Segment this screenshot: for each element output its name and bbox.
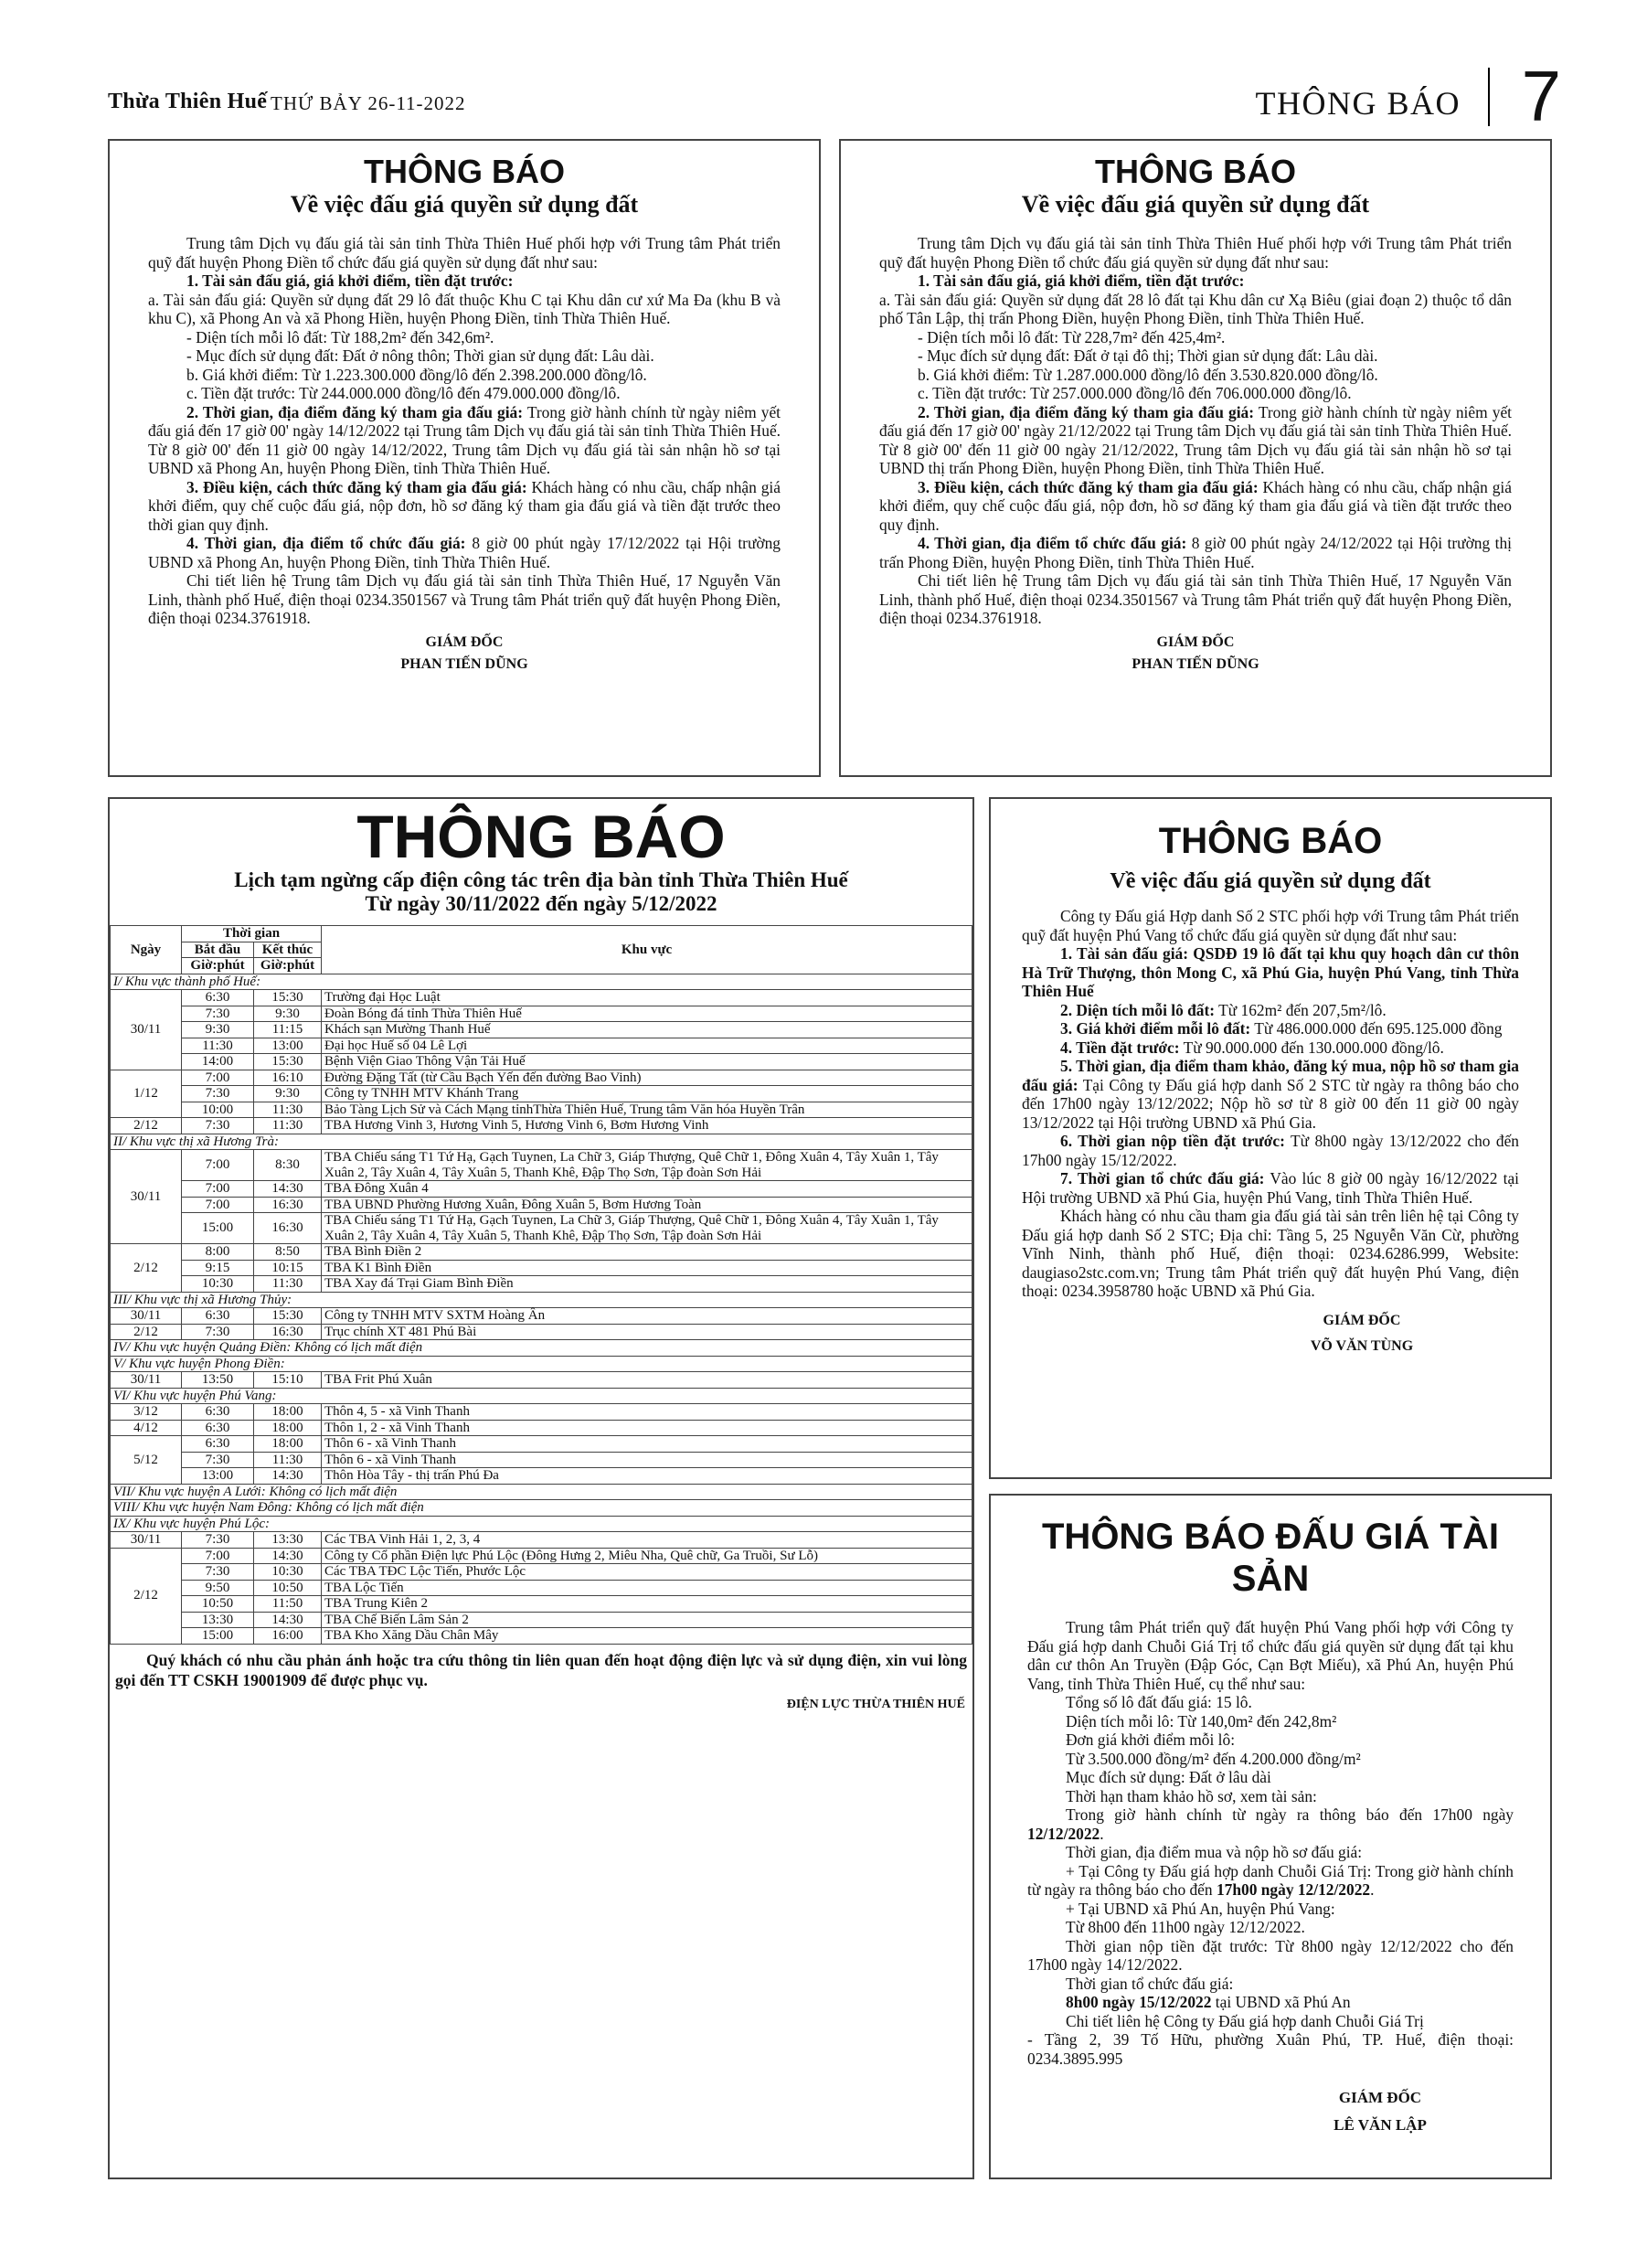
registration-paragraph: 2. Thời gian, địa điểm đăng ký tham gia đấu giá: Trong giờ hành chính từ ngày niêm yết đấu giá đến 17 giờ 00' ngày 14/12/2022 tại Trung tâm Dịch vụ đấu giá tài sản tỉnh Thừa Thiên Huế. Từ 8 giờ 00' đến 11 giờ 00 ngày 14/12/2022, Trung tâm Dịch vụ đấu giá tài sản nhận hồ sơ tại UBND xã Phong An, huyện Phong Điền, tỉnh Thừa Thiên Huế. [148,402,781,477]
schedule-row [111,1372,972,1389]
outage-start: 7:00 [182,1150,254,1181]
outage-end: 15:30 [254,1308,322,1325]
outage-start: 7:30 [182,1564,254,1581]
signer-name: PHAN TIẾN DŨNG [1132,655,1259,672]
signature [879,632,1512,676]
outage-start: 9:30 [182,1022,254,1038]
outage-area: TBA Kho Xăng Dầu Chân Mây [322,1628,972,1645]
header-area: Khu vực [322,926,972,974]
outage-start: 7:30 [182,1532,254,1549]
outage-end: 10:15 [254,1260,322,1276]
outage-end: 18:00 [254,1404,322,1421]
purchase-commune-time: Từ 8h00 đến 11h00 ngày 12/12/2022. [1066,1918,1305,1936]
outage-day: 1/12 [111,1070,182,1118]
area-line: - Diện tích mỗi lô đất: Từ 188,2m² đến 342,6m². [186,327,494,346]
deposit-line: c. Tiền đặt trước: Từ 257.000.000 đồng/lô đến 706.000.000 đồng/lô. [918,384,1352,402]
outage-end: 10:30 [254,1564,322,1581]
deposit-time-line: Thời gian nộp tiền đặt trước: Từ 8h00 ngày 12/12/2022 cho đến 17h00 ngày 14/12/2022. [1027,1936,1514,1974]
section-label: V/ Khu vực huyện Phong Điền: [111,1356,972,1372]
signer-role: GIÁM ĐỐC [1338,2089,1422,2106]
masthead [108,56,1561,136]
issue-date: THỨ BẢY 26-11-2022 [271,92,466,114]
outage-start: 7:30 [182,1452,254,1468]
header-start: Bắt đầu [182,942,254,958]
outage-day: 4/12 [111,1420,182,1436]
signer-role: GIÁM ĐỐC [1156,634,1235,650]
deposit-line: c. Tiền đặt trước: Từ 244.000.000 đồng/lô đến 479.000.000 đồng/lô. [186,384,621,402]
schedule-row [111,1548,972,1564]
outage-area: Đoàn Bóng đá tỉnh Thừa Thiên Huế [322,1006,972,1022]
schedule-row [111,1612,972,1628]
schedule-row [111,1213,972,1244]
section-name: THÔNG BÁO [1255,85,1461,122]
outage-start: 7:00 [182,1070,254,1086]
outage-area: Thôn 6 - xã Vinh Thanh [322,1452,972,1468]
header-day: Ngày [111,926,182,974]
schedule-section-row [111,1388,972,1404]
outage-start: 15:00 [182,1628,254,1645]
schedule-section-row [111,1484,972,1500]
schedule-row [111,1596,972,1613]
outage-start: 6:30 [182,1308,254,1325]
notice-body [148,234,781,628]
outage-area: Công ty TNHH MTV SXTM Hoàng Ân [322,1308,972,1325]
outage-start: 7:30 [182,1118,254,1134]
notice-title: THÔNG BÁO ĐẤU GIÁ TÀI SẢN [1042,1517,1499,1599]
auction-time-label: Thời gian tổ chức đấu giá: [1066,1974,1234,1993]
outage-area: Trục chính XT 481 Phú Bài [322,1324,972,1340]
schedule-section-row [111,1340,972,1357]
review-time-label: Thời hạn tham khảo hồ sơ, xem tài sản: [1066,1786,1317,1805]
notice-title: THÔNG BÁO [364,153,565,190]
lot-count-line: Tổng số lô đất đấu giá: 15 lô. [1066,1693,1252,1711]
schedule-row [111,1197,972,1213]
section-heading: 1. Tài sản đấu giá, giá khởi điểm, tiền đặt trước: [186,272,514,290]
newspaper-name: Thừa Thiên Huế [108,90,268,113]
schedule-row [111,1404,972,1421]
schedule-date-range: Từ ngày 30/11/2022 đến ngày 5/12/2022 [365,892,717,915]
outage-area: Công ty Cổ phần Điện lực Phú Lộc (Đông Hưng 2, Miêu Nha, Quê chữ, Ga Truồi, Sư Lỗ) [322,1548,972,1564]
outage-end: 10:50 [254,1580,322,1596]
outage-end: 15:10 [254,1372,322,1389]
schedule-row [111,1580,972,1596]
outage-area: Các TBA TĐC Lộc Tiến, Phước Lộc [322,1564,972,1581]
auction-time-line: 8h00 ngày 15/12/2022 tại UBND xã Phú An [1066,1993,1351,2011]
outage-area: Trường đại Học Luật [322,990,972,1006]
notice-title: THÔNG BÁO [1158,821,1383,861]
signer-name: PHAN TIẾN DŨNG [400,655,528,672]
outage-end: 14:30 [254,1468,322,1485]
starting-price-line: Từ 3.500.000 đồng/m² đến 4.200.000 đồng/m² [1066,1749,1361,1768]
outage-area: Bệnh Viện Giao Thông Vận Tải Huế [322,1054,972,1070]
purpose-line: Mục đích sử dụng: Đất ở lâu dài [1066,1768,1271,1786]
schedule-row [111,1181,972,1198]
schedule-row [111,1102,972,1118]
outage-start: 15:00 [182,1213,254,1244]
outage-start: 14:00 [182,1054,254,1070]
outage-start: 6:30 [182,1420,254,1436]
outage-day: 30/11 [111,1150,182,1244]
outage-start: 13:30 [182,1612,254,1628]
outage-end: 16:30 [254,1213,322,1244]
contact-paragraph: Khách hàng có nhu cầu tham gia đấu giá tài sản trên liên hệ tại Công ty Đấu giá hợp danh Số 2 STC; Địa chỉ: Tầng 5, 25 Nguyễn Văn Cừ, phường Vĩnh Ninh, thành phố Huế, điện thoại: 0234.6286.999, Website: daugiaso2stc.com.vn; Trung tâm Phát triển quỹ đất huyện Phú Vang, điện thoại: 0234.3958780 hoặc UBND xã Phú Gia. [1022,1207,1519,1300]
schedule-row [111,990,972,1006]
section-label: IX/ Khu vực huyện Phú Lộc: [111,1516,972,1532]
schedule-title: THÔNG BÁO [356,803,726,870]
schedule-section-row [111,1356,972,1372]
purpose-line: - Mục đích sử dụng đất: Đất ở tại đô thị; Thời gian sử dụng đất: Lâu dài. [918,346,1378,365]
schedule-row [111,1420,972,1436]
outage-end: 11:30 [254,1276,322,1293]
outage-start: 9:15 [182,1260,254,1276]
purpose-line: - Mục đích sử dụng đất: Đất ở nông thôn; Thời gian sử dụng đất: Lâu dài. [186,346,654,365]
starting-price-label: Đơn giá khởi điểm mỗi lô: [1066,1730,1236,1749]
outage-area: Đại học Huế số 04 Lê Lợi [322,1038,972,1054]
section-label: I/ Khu vực thành phố Huế: [111,974,972,990]
schedule-section-row [111,1516,972,1532]
schedule-section-row [111,1500,972,1517]
starting-price-line: b. Giá khởi điểm: Từ 1.287.000.000 đồng/lô đến 3.530.820.000 đồng/lô. [918,365,1378,384]
section-label: IV/ Khu vực huyện Quảng Điền: Không có lịch mất điện [111,1340,972,1357]
outage-end: 11:30 [254,1452,322,1468]
notice-title: THÔNG BÁO [1095,153,1296,190]
asset-paragraph: a. Tài sản đấu giá: Quyền sử dụng đất 28 lô đất tại Khu dân cư Xạ Biêu (giai đoạn 2) thuộc tổ dân phố Tân Lập, thị trấn Phong Điền, huyện Phong Điền, tỉnh Thừa Thiên Huế. [879,290,1512,327]
section-label: VIII/ Khu vực huyện Nam Đông: Không có lịch mất điện [111,1500,972,1517]
schedule-subtitle: Lịch tạm ngừng cấp điện công tác trên địa bàn tỉnh Thừa Thiên Huế [234,868,848,891]
registration-paragraph: 5. Thời gian, địa điểm tham khảo, đăng ký mua, nộp hồ sơ tham gia đấu giá: Tại Công ty Đấu giá hợp danh Số 2 STC từ ngày ra thông báo cho đến 17h00 ngày 13/12/2022; Nộp hồ sơ từ 8 giờ 00 đến 11 giờ 00 ngày 13/12/2022 tại Hội trường UBND xã Phú Gia. [1022,1057,1519,1132]
outage-area: TBA Xay đá Trại Giam Bình Điền [322,1276,972,1293]
signature [1027,2084,1514,2139]
outage-end: 13:00 [254,1038,322,1054]
schedule-row [111,1436,972,1453]
schedule-row [111,1022,972,1038]
asset-paragraph: 1. Tài sản đấu giá: QSDĐ 19 lô đất tại khu quy hoạch dân cư thôn Hà Trữ Thượng, thôn Mong C, xã Phú Gia, huyện Phú Vang, tỉnh Thừa Thiên Huế [1022,944,1519,1000]
signature [148,632,781,676]
signer-role: GIÁM ĐỐC [425,634,504,650]
deposit-time-paragraph: 6. Thời gian nộp tiền đặt trước: Từ 8h00 ngày 13/12/2022 cho đến 17h00 ngày 15/12/2022. [1022,1132,1519,1169]
section-heading: 1. Tài sản đấu giá, giá khởi điểm, tiền đặt trước: [918,272,1245,290]
outage-day: 5/12 [111,1436,182,1485]
intro-paragraph: Công ty Đấu giá Hợp danh Số 2 STC phối hợp với Trung tâm Phát triển quỹ đất huyện Phú Vang tổ chức đấu giá quyền sử dụng đất như sau: [1022,907,1519,944]
outage-day: 2/12 [111,1118,182,1134]
outage-start: 7:00 [182,1548,254,1564]
schedule-row [111,1006,972,1022]
power-outage-schedule [108,797,974,2179]
page-number: 7 [1521,56,1561,136]
outage-area: Thôn 6 - xã Vinh Thanh [322,1436,972,1453]
schedule-row [111,1054,972,1070]
outage-area: Khách sạn Mường Thanh Huế [322,1022,972,1038]
outage-start: 13:00 [182,1468,254,1485]
outage-end: 11:50 [254,1596,322,1613]
conditions-paragraph: 3. Điều kiện, cách thức đăng ký tham gia đấu giá: Khách hàng có nhu cầu, chấp nhận giá khởi điểm, quy chế cuộc đấu giá, nộp đơn, hồ sơ đăng ký tham gia đấu giá và tiền đặt trước theo thời gian quy định. [148,477,781,534]
outage-end: 11:30 [254,1118,322,1134]
outage-start: 7:30 [182,1086,254,1102]
outage-end: 16:00 [254,1628,322,1645]
outage-day: 30/11 [111,1308,182,1325]
schedule-row [111,1260,972,1276]
outage-area: TBA Chiếu sáng T1 Tứ Hạ, Gạch Tuynen, La Chữ 3, Giáp Thượng, Quê Chữ 1, Đông Xuân 4, Tây Xuân 1, Tây Xuân 2, Tây Xuân 4, Tây Xuân 5, Thanh Khê, Đập Thọ Sơn, Tập đoàn Sơn Hải [322,1213,972,1244]
notice-land-auction-xa-bieu [839,139,1552,777]
outage-end: 16:30 [254,1197,322,1213]
intro-paragraph: Trung tâm Phát triển quỹ đất huyện Phú Vang phối hợp với Công ty Đấu giá hợp danh Chuỗi Giá Trị tổ chức đấu giá quyền sử dụng đất tại khu dân cư thôn An Truyền (Đập Góc, Cạn Bợt Miếu), xã Phú An, huyện Phú Vang, tỉnh Thừa Thiên Huế, cụ thể như sau: [1027,1618,1514,1693]
outage-day: 2/12 [111,1244,182,1293]
notice-body [879,234,1512,628]
purchase-company-line: + Tại Công ty Đấu giá hợp danh Chuỗi Giá Trị: Trong giờ hành chính từ ngày ra thông báo cho đến 17h00 ngày 12/12/2022. [1027,1861,1514,1899]
section-label: II/ Khu vực thị xã Hương Trà: [111,1134,972,1150]
outage-end: 16:30 [254,1324,322,1340]
purchase-time-label: Thời gian, địa điểm mua và nộp hồ sơ đấu giá: [1066,1843,1363,1861]
starting-price-paragraph: 3. Giá khởi điểm mỗi lô đất: Từ 486.000.000 đến 695.125.000 đồng [1060,1019,1503,1038]
outage-area: Đường Đặng Tất (từ Cầu Bạch Yến đến đường Bao Vinh) [322,1070,972,1086]
schedule-row [111,1244,972,1261]
outage-area: Các TBA Vinh Hải 1, 2, 3, 4 [322,1532,972,1549]
outage-start: 6:30 [182,1404,254,1421]
schedule-row [111,1468,972,1485]
schedule-row [111,1086,972,1102]
outage-area: Thôn 4, 5 - xã Vinh Thanh [322,1404,972,1421]
outage-start: 13:50 [182,1372,254,1389]
schedule-row [111,1532,972,1549]
outage-start: 9:50 [182,1580,254,1596]
outage-end: 9:30 [254,1086,322,1102]
outage-end: 18:00 [254,1420,322,1436]
outage-start: 11:30 [182,1038,254,1054]
intro-paragraph: Trung tâm Dịch vụ đấu giá tài sản tỉnh Thừa Thiên Huế phối hợp với Trung tâm Phát triển quỹ đất huyện Phong Điền tổ chức đấu giá quyền sử dụng đất như sau: [148,234,781,272]
outage-end: 11:30 [254,1102,322,1118]
notice-land-auction-phong-an [108,139,821,777]
outage-start: 8:00 [182,1244,254,1261]
outage-day: 2/12 [111,1548,182,1644]
outage-area: TBA Frit Phú Xuân [322,1372,972,1389]
outage-start: 7:00 [182,1197,254,1213]
notice-body [1022,907,1519,1301]
schedule-row [111,1564,972,1581]
outage-end: 13:30 [254,1532,322,1549]
section-label: VI/ Khu vực huyện Phú Vang: [111,1388,972,1404]
masthead-divider [1488,68,1490,126]
schedule-rows [111,974,972,1644]
outage-start: 10:50 [182,1596,254,1613]
outage-end: 9:30 [254,1006,322,1022]
auction-time-paragraph: 7. Thời gian tổ chức đấu giá: Vào lúc 8 giờ 00 ngày 16/12/2022 tại Hội trường UBND xã Phú Gia, huyện Phú Vang, tỉnh Thừa Thiên Huế. [1022,1169,1519,1207]
auction-time-paragraph: 4. Thời gian, địa điểm tổ chức đấu giá: 8 giờ 00 phút ngày 24/12/2022 tại Hội trường thị trấn Phong Điền, huyện Phong Điền, tỉnh Thừa Thiên Huế. [879,534,1512,571]
outage-area: TBA Đông Xuân 4 [322,1181,972,1198]
deposit-paragraph: 4. Tiền đặt trước: Từ 90.000.000 đến 130.000.000 đồng/lô. [1060,1038,1444,1057]
schedule-row [111,1308,972,1325]
area-line: - Diện tích mỗi lô đất: Từ 228,7m² đến 425,4m². [918,327,1226,346]
outage-start: 7:30 [182,1006,254,1022]
outage-day: 30/11 [111,1532,182,1549]
header-end: Kết thúc [254,942,322,958]
schedule-row [111,1276,972,1293]
section-label: III/ Khu vực thị xã Hương Thủy: [111,1292,972,1308]
schedule-section-row [111,1134,972,1150]
section-label: VII/ Khu vực huyện A Lưới: Không có lịch mất điện [111,1484,972,1500]
outage-day: 30/11 [111,990,182,1070]
notice-subtitle: Về việc đấu giá quyền sử dụng đất [290,191,639,218]
outage-area: Bảo Tàng Lịch Sử và Cách Mạng tỉnhThừa Thiên Huế, Trung tâm Văn hóa Huyền Trân [322,1102,972,1118]
asset-paragraph: a. Tài sản đấu giá: Quyền sử dụng đất 29 lô đất thuộc Khu C tại Khu dân cư xứ Ma Đa (khu B và khu C), xã Phong An và xã Phong Hiền, huyện Phong Điền, tỉnh Thừa Thiên Huế. [148,290,781,327]
area-paragraph: 2. Diện tích mỗi lô đất: Từ 162m² đến 207,5m²/lô. [1060,1000,1387,1019]
notice-asset-auction-phu-an [989,1494,1552,2179]
outage-area: TBA Hương Vinh 3, Hương Vinh 5, Hương Vinh 6, Bơm Hương Vinh [322,1118,972,1134]
outage-area: TBA K1 Bình Điền [322,1260,972,1276]
outage-start: 6:30 [182,1436,254,1453]
notice-subtitle: Về việc đấu giá quyền sử dụng đất [1110,869,1431,893]
header-time: Thời gian [182,926,322,942]
outage-end: 15:30 [254,990,322,1006]
lot-area-line: Diện tích mỗi lô: Từ 140,0m² đến 242,8m² [1066,1711,1337,1730]
schedule-signer: ĐIỆN LỰC THỪA THIÊN HUẾ [786,1697,965,1711]
outage-end: 14:30 [254,1612,322,1628]
schedule-row [111,1038,972,1054]
header-start-unit: Giờ:phút [182,958,254,974]
outage-end: 16:10 [254,1070,322,1086]
signer-role: GIÁM ĐỐC [1323,1312,1401,1328]
schedule-row [111,1118,972,1134]
outage-end: 11:15 [254,1022,322,1038]
outage-end: 8:50 [254,1244,322,1261]
outage-end: 14:30 [254,1548,322,1564]
contact-label: Chi tiết liên hệ Công ty Đấu giá hợp danh Chuỗi Giá Trị [1066,2011,1424,2030]
outage-area: Thôn 1, 2 - xã Vinh Thanh [322,1420,972,1436]
schedule-row [111,1070,972,1086]
outage-start: 10:00 [182,1102,254,1118]
schedule-row [111,1452,972,1468]
outage-day: 3/12 [111,1404,182,1421]
review-time-line: Trong giờ hành chính từ ngày ra thông báo đến 17h00 ngày 12/12/2022. [1027,1805,1514,1843]
contact-paragraph: Chi tiết liên hệ Trung tâm Dịch vụ đấu giá tài sản tỉnh Thừa Thiên Huế, 17 Nguyễn Văn Linh, thành phố Huế, điện thoại 0234.3501567 và Trung tâm Phát triển quỹ đất huyện Phong Điền, điện thoại 0234.3761918. [148,571,781,627]
purchase-commune-line: + Tại UBND xã Phú An, huyện Phú Vang: [1066,1899,1335,1918]
outage-end: 15:30 [254,1054,322,1070]
outage-area: TBA Bình Điền 2 [322,1244,972,1261]
signer-name: LÊ VĂN LẬP [1334,2116,1427,2134]
header-end-unit: Giờ:phút [254,958,322,974]
outage-area: Thôn Hòa Tây - thị trấn Phú Đa [322,1468,972,1485]
auction-time-paragraph: 4. Thời gian, địa điểm tổ chức đấu giá: 8 giờ 00 phút ngày 17/12/2022 tại Hội trường UBND xã Phong An, huyện Phong Điền, tỉnh Thừa Thiên Huế. [148,534,781,571]
outage-area: TBA Trung Kiên 2 [322,1596,972,1613]
conditions-paragraph: 3. Điều kiện, cách thức đăng ký tham gia đấu giá: Khách hàng có nhu cầu, chấp nhận giá khởi điểm, quy chế cuộc đấu giá, nộp đơn, hồ sơ đăng ký tham gia đấu giá và tiền đặt trước theo quy định. [879,477,1512,534]
schedule-row [111,1324,972,1340]
outage-end: 18:00 [254,1436,322,1453]
contact-address: - Tầng 2, 39 Tố Hữu, phường Xuân Phú, TP. Huế, điện thoại: 0234.3895.995 [1027,2030,1514,2068]
schedule-footer-note: Quý khách có nhu cầu phản ánh hoặc tra cứu thông tin liên quan đến hoạt động điện lực và sử dụng điện, xin vui lòng gọi đến TT CSKH 19001909 để được phục vụ. [115,1650,967,1689]
starting-price-line: b. Giá khởi điểm: Từ 1.223.300.000 đồng/lô đến 2.398.200.000 đồng/lô. [186,365,647,384]
schedule-row [111,1628,972,1645]
schedule-section-row [111,1292,972,1308]
outage-area: Công ty TNHH MTV Khánh Trang [322,1086,972,1102]
outage-end: 14:30 [254,1181,322,1198]
outage-area: TBA Chế Biến Lâm Sản 2 [322,1612,972,1628]
outage-area: TBA Chiếu sáng T1 Tứ Hạ, Gạch Tuynen, La Chữ 3, Giáp Thượng, Quê Chữ 1, Đông Xuân 4, Tây Xuân 1, Tây Xuân 2, Tây Xuân 4, Tây Xuân 5, Thanh Khê, Đập Thọ Sơn, Tập đoàn Sơn Hải [322,1150,972,1181]
schedule-row [111,1150,972,1181]
outage-day: 30/11 [111,1372,182,1389]
outage-start: 6:30 [182,990,254,1006]
outage-start: 7:00 [182,1181,254,1198]
notice-subtitle: Về việc đấu giá quyền sử dụng đất [1021,191,1370,218]
outage-day: 2/12 [111,1324,182,1340]
signature [1022,1308,1519,1359]
schedule-section-row [111,974,972,990]
notice-land-auction-phu-gia [989,797,1552,1479]
outage-area: TBA UBND Phường Hương Xuân, Đông Xuân 5, Bơm Hương Toàn [322,1197,972,1213]
registration-paragraph: 2. Thời gian, địa điểm đăng ký tham gia đấu giá: Trong giờ hành chính từ ngày niêm yết đấu giá đến 17 giờ 00' ngày 21/12/2022 tại Trung tâm Dịch vụ đấu giá tài sản tỉnh Thừa Thiên Huế. Từ 8 giờ 00' đến 11 giờ 00 ngày 21/12/2022, Trung tâm Dịch vụ đấu giá tài sản nhận hồ sơ tại UBND thị trấn Phong Điền, huyện Phong Điền, tỉnh Thừa Thiên Huế. [879,402,1513,477]
notice-body [1027,1618,1514,2068]
intro-paragraph: Trung tâm Dịch vụ đấu giá tài sản tỉnh Thừa Thiên Huế phối hợp với Trung tâm Phát triển quỹ đất huyện Phong Điền tổ chức đấu giá quyền sử dụng đất như sau: [879,234,1512,272]
outage-start: 7:30 [182,1324,254,1340]
outage-area: TBA Lộc Tiến [322,1580,972,1596]
outage-start: 10:30 [182,1276,254,1293]
signer-name: VÕ VĂN TÙNG [1310,1337,1414,1354]
schedule-table [110,925,972,1645]
outage-end: 8:30 [254,1150,322,1181]
contact-paragraph: Chi tiết liên hệ Trung tâm Dịch vụ đấu giá tài sản tỉnh Thừa Thiên Huế, 17 Nguyễn Văn Linh, thành phố Huế, điện thoại 0234.3501567 và Trung tâm Phát triển quỹ đất huyện Phong Điền, điện thoại 0234.3761918. [879,571,1512,627]
